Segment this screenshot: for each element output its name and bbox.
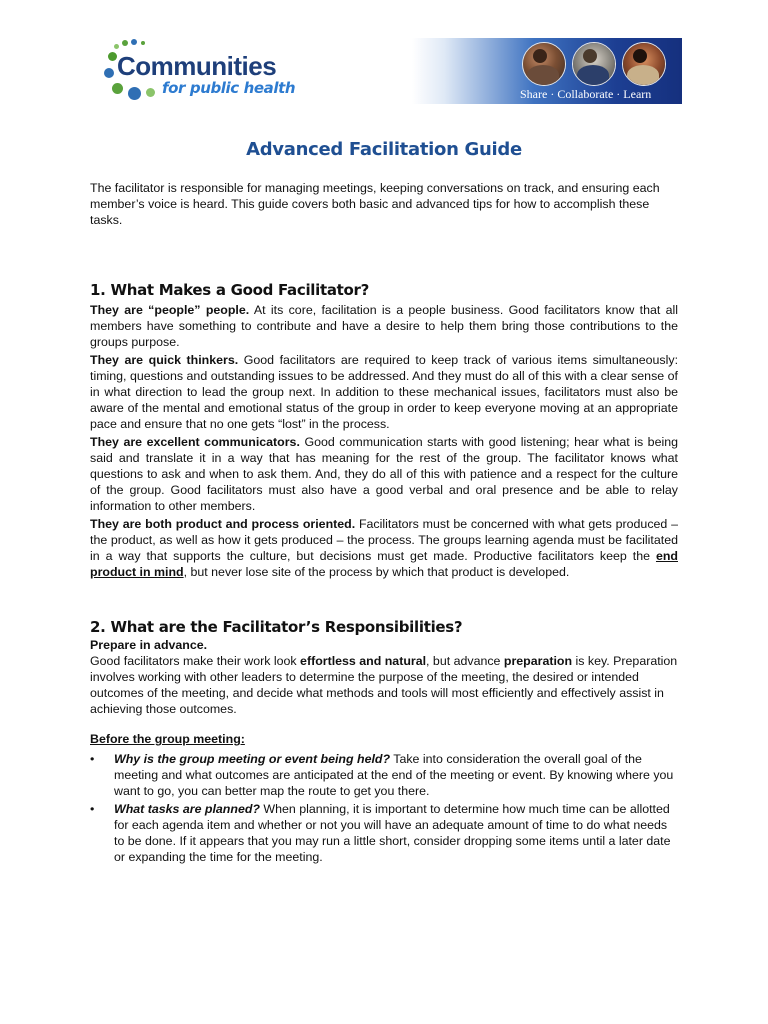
paragraph-quick-thinkers	[90, 352, 678, 432]
community-photo	[572, 42, 616, 86]
logo-dot	[146, 88, 155, 97]
emphasis-end-product: end product in mind	[90, 549, 678, 579]
prepare-subheading: Prepare in advance.	[90, 638, 208, 652]
paragraph-people-people	[90, 302, 678, 350]
bullet-text: Take into consideration the overall goal of the meeting and what outcomes are anticipated at the end of the meeting or event. By knowing where you want to go, you can better map the route to get you there.	[114, 752, 674, 798]
logo-title: Communities	[117, 51, 277, 81]
section-2-heading: 2. What are the Facilitator’s Responsibilities?	[90, 618, 463, 636]
paragraph-excellent-communicators	[90, 434, 678, 514]
bullet-question: What tasks are planned?	[114, 802, 260, 816]
communities-logo	[100, 38, 296, 104]
page-header	[100, 38, 682, 104]
intro-paragraph: The facilitator is responsible for managing meetings, keeping conversations on track, and ensuring each member’s voice is heard. This guide covers both basic and advanced tips for how to accomplish these tasks.	[90, 181, 660, 227]
paragraph-lead: They are excellent communicators.	[90, 435, 300, 449]
paragraph-lead: They are both product and process oriented.	[90, 517, 356, 531]
logo-dot	[104, 68, 114, 78]
paragraph-lead: They are “people” people.	[90, 303, 250, 317]
paragraph-lead: They are quick thinkers.	[90, 353, 239, 367]
header-banner	[412, 38, 682, 104]
bullet-text: When planning, it is important to determine how much time can be allotted for each agenda item and whether or not you will have an adequate amount of time to do what needs to be done. If it appears that you may run a little short, consider dropping some items until a later date or expanding the time for the meeting.	[114, 802, 671, 864]
paragraph-body: At its core, facilitation is a people business. Good facilitators know that all members have something to contribute and have a desire to help them bring those contributions to the groups purpose.	[90, 303, 679, 349]
bullet-mark: •	[90, 802, 95, 816]
paragraph-body: , but never lose site of the process by which that product is developed.	[183, 565, 570, 579]
paragraph-body: Facilitators must be concerned with what gets produced – the product, as well as how it gets produced – the process. The groups learning agenda must be facilitated in a way that supports the culture, but decisions must get made. Productive facilitators keep the	[90, 517, 678, 563]
emphasis-preparation: preparation	[503, 654, 573, 668]
logo-dot	[108, 52, 117, 61]
bullet-question: Why is the group meeting or event being held?	[114, 752, 391, 766]
before-meeting-heading: Before the group meeting:	[90, 732, 245, 746]
paragraph-body: Good communication starts with good listening; hear what is being said and translate it in a way that has meaning for the rest of the group. The facilitator knows what questions to ask and when to ask them. And, they do all of this with patience and a respect for the culture of the group. Good facilitators must also have a good verbal and oral presence and be able to relay information to other members.	[90, 435, 679, 513]
community-photo	[622, 42, 666, 86]
bullet-mark: •	[90, 752, 95, 766]
document-title: Advanced Facilitation Guide	[246, 139, 522, 160]
paragraph-product-process	[90, 516, 678, 580]
logo-subtitle: for public health	[162, 79, 296, 97]
paragraph-body: Good facilitators are required to keep track of various items simultaneously: timing, questions and outstanding issues to be addressed. And they must do all of this with a clear sense of in what direction to lead the group next. In addition to these mechanical issues, facilitators must also be aware of the mental and emotional status of the group in order to keep everyone moving at an appropriate pace and ensure that no one gets “lost” in the process.	[90, 353, 679, 431]
logo-dot	[114, 44, 119, 49]
logo-dot	[112, 83, 123, 94]
section-1-heading: 1. What Makes a Good Facilitator?	[90, 281, 370, 299]
paragraph-preparation: Good facilitators make their work look effortless and natural, but advance preparation is key. Preparation involves working with other leaders to determine the purpose of the meeting, the desired or intended outcomes of the meeting, and decide what methods and tools will most efficiently and effectively assist in achieving those outcomes.	[90, 654, 678, 716]
logo-dot	[141, 41, 145, 45]
logo-dot	[128, 87, 141, 100]
logo-dot	[122, 40, 128, 46]
community-photo	[522, 42, 566, 86]
emphasis-effortless: effortless and natural	[300, 654, 427, 668]
logo-dot	[131, 39, 137, 45]
banner-tagline: Share · Collaborate · Learn	[520, 87, 652, 101]
